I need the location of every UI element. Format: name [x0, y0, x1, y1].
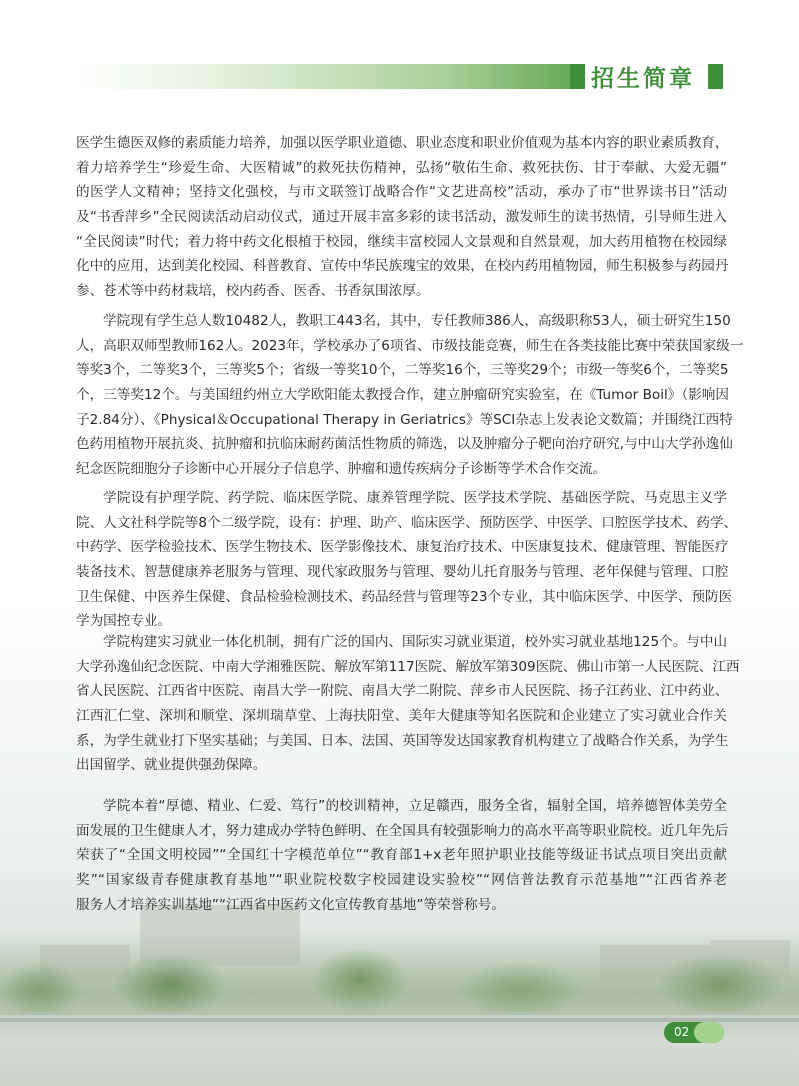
text-line: 装备技术、智慧健康养老服务与管理、现代家政服务与管理、婴幼儿托育服务与管理、老年保健与管理、口腔 — [76, 564, 729, 581]
page-title: 招生简章 — [591, 66, 695, 92]
paragraph — [76, 794, 727, 917]
text-line: 等奖3个，二等奖3个，三等奖5个；省级一等奖10个，二等奖16个，三等奖29个；市级一等奖6个，二等奖5 — [76, 362, 729, 379]
text-line: 的医学人文精神；坚持文化强校，与市文联签订战略合作“文艺进高校”活动，承办了市“世界读书日”活动 — [76, 184, 727, 201]
page-number-knob — [694, 1022, 724, 1043]
text-line: 卫生保健、中医养生保健、食品检验检测技术、药品经营与管理等23个专业，其中临床医学、中医学、预防医 — [76, 588, 733, 605]
text-line: 奖”“国家级青春健康教育基地”“职业院校数字校园建设实验校”“网信普法教育示范基地”“江西省养老 — [76, 872, 727, 889]
text-line: 化中的应用，达到美化校园、科普教育、宣传中华民族瑰宝的效果，在校内药用植物园，师生积极参与药园丹 — [76, 258, 729, 275]
text-line: 学院构建实习就业一体化机制，拥有广泛的国内、国际实习就业渠道，校外实习就业基地125个。与中山 — [103, 634, 728, 650]
text-line: 荣获了“全国文明校园”“全国红十字模范单位”“教育部1+x老年照护职业技能等级证书试点项目突出贡献 — [76, 847, 727, 864]
paragraph — [76, 630, 740, 778]
header-square-left — [570, 64, 585, 89]
text-line: 纪念医院细胞分子诊断中心开展分子信息学、肿瘤和遗传疾病分子诊断等学术合作交流。 — [76, 461, 607, 478]
text-line: 系，为学生就业打下坚实基础；与美国、日本、法国、英国等发达国家教育机构建立了战略合作关系，为学生 — [76, 732, 729, 749]
text-line: 医学生德医双修的素质能力培养，加强以医学职业道德、职业态度和职业价值观为基本内容的职业素质教育， — [76, 135, 729, 151]
text-line: 学院设有护理学院、药学院、临床医学院、康养管理学院、医学技术学院、基础医学院、马克思主义学 — [103, 490, 727, 506]
text-line: “全民阅读”时代；着力将中药文化根植于校园，继续丰富校园人文景观和自然景观，加大药用植物在校园绿 — [76, 233, 727, 250]
header-gradient-bar — [70, 64, 570, 89]
text-line: 个，三等奖12个。与美国纽约州立大学欧阳能太教授合作，建立肿瘤研究实验室，在《Tumor Boil》（影响因 — [76, 387, 729, 404]
text-line: 面发展的卫生健康人才，努力建成办学特色鲜明、在全国具有较强影响力的高水平高等职业院校。近几年先后 — [76, 822, 729, 839]
text-line: 参、苍术等中药材栽培，校内药香、医香、书香氛围浓厚。 — [76, 283, 430, 300]
text-line: 人，高职双师型教师162人。2023年，学校承办了6项省、市级技能竞赛，师生在各类技能比赛中荣获国家级一 — [76, 337, 744, 354]
text-line: 色药用植物开展抗炎、抗肿瘤和抗临床耐药菌活性物质的筛选，以及肿瘤分子靶向治疗研究,与中山大学孙逸仙 — [76, 436, 733, 453]
text-line: 着力培养学生“珍爱生命、大医精诚”的救死扶伤精神，弘扬“敬佑生命、救死扶伤、甘于奉献、大爱无疆” — [76, 159, 727, 176]
text-line: 出国留学、就业提供强劲保障。 — [76, 757, 267, 774]
paragraph — [76, 309, 744, 482]
campus-photo-trees — [0, 930, 799, 1020]
page-number-badge — [664, 1022, 724, 1043]
page-number: 02 — [674, 1025, 690, 1039]
text-line: 中药学、医学检验技术、医学生物技术、医学影像技术、康复治疗技术、中医康复技术、健康管理、智能医疗 — [76, 539, 729, 556]
text-line: 院、人文社科学院等8个二级学院，设有：护理、助产、临床医学、预防医学、中医学、口腔医学技术、药学、 — [76, 514, 738, 531]
paragraph — [76, 486, 738, 634]
text-line: 学为国控专业。 — [76, 613, 172, 630]
text-line: 学院本着“厚德、精业、仁爱、笃行”的校训精神，立足赣西，服务全省，辐射全国，培养德智体美劳全 — [103, 798, 727, 814]
paragraph — [76, 131, 727, 304]
header-square-right — [708, 64, 723, 89]
text-line: 服务人才培养实训基地”“江西省中医药文化宣传教育基地”等荣誉称号。 — [76, 896, 505, 913]
text-line: 学院现有学生总人数10482人，教职工443名，其中，专任教师386人，高级职称53人，硕士研究生150 — [103, 313, 731, 329]
text-line: 子2.84分）、《Physical＆Occupational Therapy in Geriatrics》等SCI杂志上发表论文数篇；并围绕江西特 — [76, 411, 733, 428]
text-line: 省人民医院、江西省中医院、南昌大学一附院、南昌大学二附院、萍乡市人民医院、扬子江药业、江中药业、 — [76, 683, 729, 700]
text-line: 及“书香萍乡”全民阅读活动启动仪式，通过开展丰富多彩的读书活动，激发师生的读书热情，引导师生进入 — [76, 209, 727, 226]
text-line: 大学孙逸仙纪念医院、中南大学湘雅医院、解放军第117医院、解放军第309医院、佛山市第一人民医院、江西 — [76, 658, 740, 675]
text-line: 江西汇仁堂、深圳和顺堂、深圳瑞草堂、上海扶阳堂、美年大健康等知名医院和企业建立了实习就业合作关 — [76, 708, 727, 725]
